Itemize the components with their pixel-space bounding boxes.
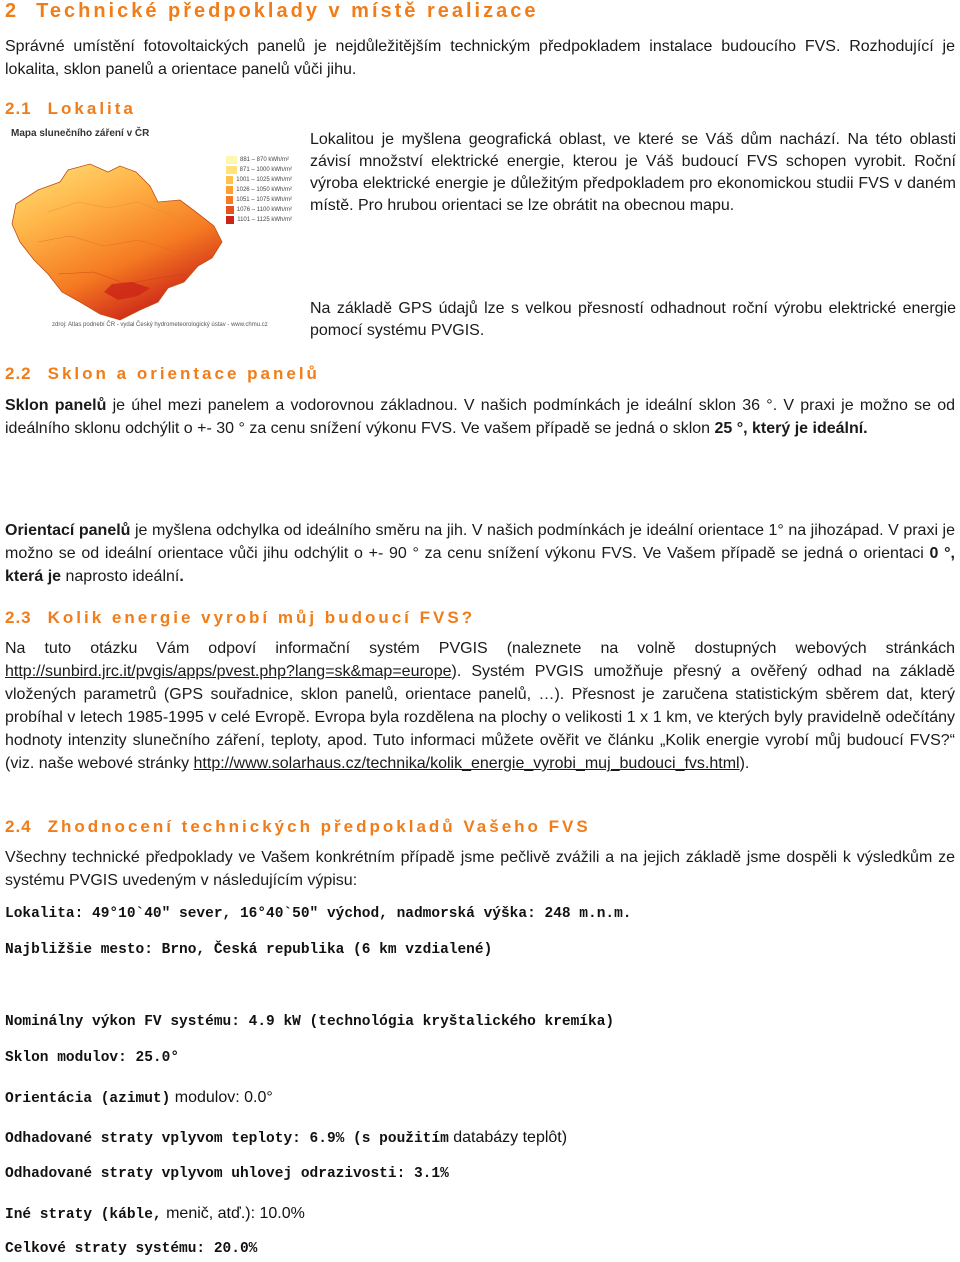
term-sklon: Sklon panelů <box>5 397 107 414</box>
legend-item <box>226 155 292 165</box>
section-2-heading <box>5 0 539 23</box>
orientace-paragraph <box>5 519 955 588</box>
pvgis-angular-losses: Odhadované straty vplyvom uhlovej odrazivosti: 3.1% <box>5 1166 449 1182</box>
legend-item <box>226 165 292 175</box>
section-2-3-heading <box>5 608 475 628</box>
legend-label: 1026 – 1050 kWh/m² <box>236 187 292 193</box>
text: ). <box>739 755 750 772</box>
section-2-1-heading <box>5 99 136 119</box>
section-title: Kolik energie vyrobí můj budoucí FVS? <box>47 608 476 627</box>
sklon-paragraph <box>5 394 955 440</box>
section-title: Sklon a orientace panelů <box>47 364 320 383</box>
legend-swatch <box>226 156 237 164</box>
pvgis-nearest-city: Najbližšie mesto: Brno, Česká republika (6 km vzdialené) <box>5 942 493 958</box>
text: Na tuto otázku Vám odpoví informační systém PVGIS (naleznete na volně dostupných webových stránkách <box>5 640 955 657</box>
term-orientace: Orientací panelů <box>5 522 131 539</box>
legend-item <box>226 205 292 215</box>
legend-label: 881 – 870 kWh/m² <box>240 157 290 163</box>
pvgis-orientation <box>5 1089 273 1107</box>
pvgis-paragraph <box>5 637 955 775</box>
legend-swatch <box>226 206 234 214</box>
section-title: Lokalita <box>47 99 136 118</box>
legend-item <box>226 215 292 225</box>
section-2-intro: Správné umístění fotovoltaických panelů je nejdůležitějším technickým předpokladem instalace budoucího FVS. Rozhodující je lokalita, sklon panelů a orientace panelů vůči jihu. <box>5 38 955 78</box>
section-title: Zhodnocení technických předpokladů Vašeho FVS <box>47 817 591 836</box>
legend-label: 1076 – 1100 kWh/m² <box>236 207 292 213</box>
text: naprosto ideální <box>61 568 180 585</box>
text: Odhadované straty vplyvom teploty: 6.9% (s použitím <box>5 1131 449 1147</box>
sklon-value: 25 °, který je ideální. <box>714 420 868 437</box>
map-title: Mapa slunečního záření v ČR <box>11 128 150 139</box>
pvgis-total-losses: Celkové straty systému: 20.0% <box>5 1241 258 1257</box>
text: . <box>179 568 184 585</box>
text: je úhel mezi panelem a vodorovnou základnou. V našich podmínkách je ideální sklon 36 °. V praxi je možno se od ideálního sklonu odchýlit o +- 30 ° za cenu snížení výkonu FVS. Ve vašem případě se jedná o sklon <box>5 397 955 437</box>
legend-item <box>226 195 292 205</box>
section-number: 2.2 <box>5 364 32 383</box>
pvgis-module-tilt: Sklon modulov: 25.0° <box>5 1050 180 1066</box>
section-2-4-heading <box>5 817 591 837</box>
solar-radiation-map <box>8 128 293 338</box>
text: databázy teplôt) <box>448 1129 568 1146</box>
section-number: 2.3 <box>5 608 32 627</box>
section-2-2-heading <box>5 364 320 384</box>
legend-swatch <box>226 196 233 204</box>
legend-swatch <box>226 176 233 184</box>
legend-label: 1001 – 1025 kWh/m² <box>236 177 292 183</box>
legend-item <box>226 185 292 195</box>
legend-label: 1051 – 1075 kWh/m² <box>236 197 292 203</box>
map-legend <box>226 155 292 225</box>
text: ). Systém PVGIS umožňuje přesný a ověřený odhad na základě vložených parametrů (GPS souřadnice, sklon panelů, orientace panelů, …). Přesnost je zaručena statistickým sběrem dat, který probíhal v letech 1985-1995 v celé Evropě. Evropa byla rozdělena na plochy o velikosti 1 x 1 km, ve kterých byly pravidelně odečítány hodnoty intenzity slunečního záření, teploty, apod. Tuto informaci můžete ověřit ve článku „Kolik energie vyrobí můj budoucí FVS?“ (viz. naše webové stránky <box>5 663 955 772</box>
section-number: 2 <box>5 0 19 22</box>
text: modulov: 0.0° <box>170 1089 273 1106</box>
legend-swatch <box>226 186 233 194</box>
orientace-value: 0 °, která je <box>5 545 955 585</box>
section-2-1-text: Lokalitou je myšlena geografická oblast, ve které se Váš dům nachází. Na této oblasti závisí množství elektrické energie, kterou je Váš budoucí FVS schopen vyrobit. Roční výroba elektrické energie je důležitým předpokladem pro ekonomickou studii FVS v daném místě. Pro hrubou orientaci se lze obrátit na obecnou mapu. <box>310 131 956 214</box>
text: menič, atď.): 10.0% <box>161 1205 305 1222</box>
text: Iné straty (káble, <box>5 1207 162 1223</box>
section-2-4-intro: Všechny technické předpoklady ve Vašem konkrétním případě jsme pečlivě zvážili a na jejich základě jsme dospěli k výsledkům ze systému PVGIS uvedeným v následujícím výpisu: <box>5 849 955 889</box>
section-number: 2.1 <box>5 99 32 118</box>
section-number: 2.4 <box>5 817 32 836</box>
solarhaus-link[interactable]: http://www.solarhaus.cz/technika/kolik_energie_vyrobi_muj_budouci_fvs.html <box>193 755 740 772</box>
legend-swatch <box>226 216 234 224</box>
pvgis-lokalita: Lokalita: 49°10`40" sever, 16°40`50" východ, nadmorská výška: 248 m.n.m. <box>5 906 632 922</box>
legend-swatch <box>226 166 237 174</box>
text: Orientácia (azimut) <box>5 1091 171 1107</box>
map-source: zdroj: Atlas podnebí ČR - vydal Český hydrometeorologický ústav - www.chmu.cz <box>52 322 268 328</box>
pvgis-other-losses <box>5 1205 305 1223</box>
pvgis-nominal-power: Nominálny výkon FV systému: 4.9 kW (technológia kryštalického kremíka) <box>5 1014 615 1030</box>
legend-label: 871 – 1000 kWh/m² <box>239 167 292 173</box>
czech-map-graphic <box>8 142 228 332</box>
legend-label: 1101 – 1125 kWh/m² <box>237 217 292 223</box>
pvgis-link[interactable]: http://sunbird.jrc.it/pvgis/apps/pvest.php?lang=sk&map=europe <box>5 663 452 680</box>
section-2-1-text-gps: Na základě GPS údajů lze s velkou přesností odhadnout roční výrobu elektrické energie pomocí systému PVGIS. <box>310 300 956 339</box>
section-title: Technické předpoklady v místě realizace <box>36 0 539 22</box>
pvgis-temperature-losses <box>5 1129 567 1147</box>
legend-item <box>226 175 292 185</box>
text: je myšlena odchylka od ideálního směru na jih. V našich podmínkách je ideální orientace 1° na jihozápad. V praxi je možno se od ideální orientace vůči jihu odchýlit o +- 90 ° za cenu snížení výkonu FVS. Ve Vašem případě se jedná o orientaci <box>5 522 955 562</box>
